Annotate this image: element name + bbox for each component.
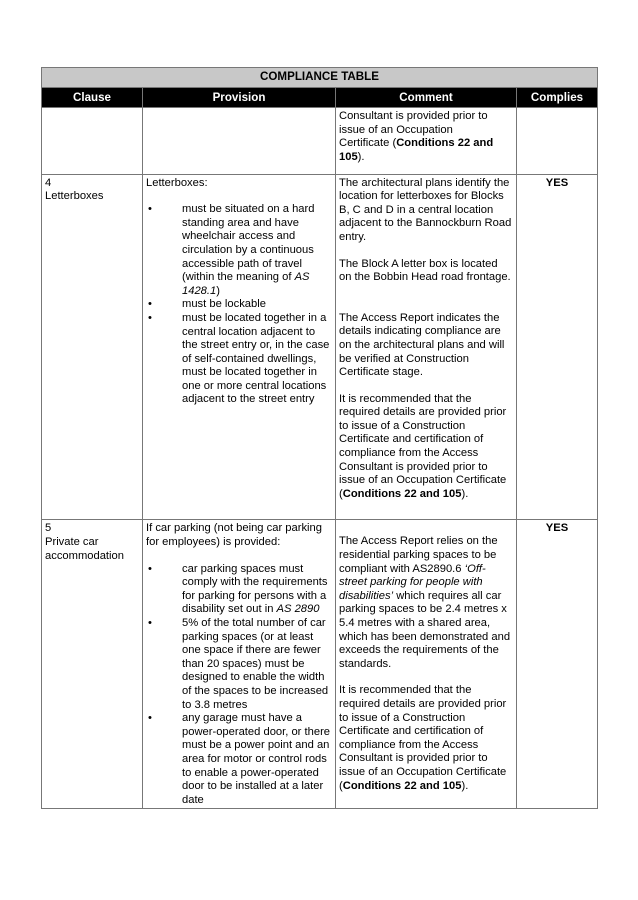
clause-number: 5 — [45, 522, 52, 535]
list-item — [146, 617, 332, 712]
clause-cell — [42, 108, 143, 174]
comment-text: The Access Report relies on the residential parking spaces to be compliant with AS2890.6 — [339, 535, 498, 575]
conditions-reference: Conditions 22 and 105 — [342, 487, 462, 500]
standard-title: ‘Off-street parking for people with disabilities’ — [339, 562, 486, 602]
conditions-reference: Conditions 22 and 105 — [342, 779, 462, 792]
provision-text: 5% of the total number of car parking spaces (or at least one space if there are fewer than 20 spaces) must be designed to enable the width of the spaces to be increased to 3.8 metres — [182, 617, 329, 711]
comment-cell — [336, 108, 517, 174]
provision-text: must be lockable — [182, 298, 266, 311]
provision-intro: Letterboxes: — [146, 176, 208, 189]
comment-text: It is recommended that the required details are provided prior to issue of a Construction Certificate and certification of compliance from the Access Consultant is provided prior to issue of an Occupation Certificate ( — [339, 684, 507, 792]
conditions-reference: Conditions 22 and — [396, 137, 494, 150]
provision-text: must be situated on a hard standing area and have wheelchair access and circulation by a continuous accessible path of travel (within the meaning of — [182, 203, 315, 284]
standard-reference: AS 1428.1 — [182, 271, 310, 297]
complies-cell: YES — [517, 520, 598, 809]
comment-text: ). — [461, 779, 469, 792]
clause-cell — [42, 520, 143, 809]
complies-cell — [517, 108, 598, 174]
comment-text: Certificate ( — [339, 137, 397, 150]
bullet-icon: • — [148, 311, 152, 324]
comment-cell — [336, 520, 517, 809]
comment-paragraph: The Access Report indicates the details indicating compliance are on the architectural plans and will be verified at Construction Certificate stage. — [339, 311, 505, 379]
provision-cell — [143, 174, 336, 520]
comment-paragraph — [339, 535, 513, 671]
bullet-icon: • — [148, 203, 152, 216]
comment-text: It is recommended that the required details are provided prior to issue of a Construction Certificate and certification of compliance from the Access Consultant is provided prior to issue of an Occupation Certificate ( — [339, 392, 507, 500]
bullet-icon: • — [148, 712, 152, 725]
provision-list — [146, 203, 332, 407]
column-header-complies: Complies — [517, 87, 598, 108]
bullet-icon: • — [148, 617, 152, 629]
comment-text: ). — [357, 150, 365, 163]
provision-text: car parking spaces must comply with the requirements for parking for persons with a disability set out in — [182, 562, 328, 616]
header-row — [42, 87, 598, 108]
comment-paragraph: The Block A letter box is located on the Bobbin Head road frontage. — [339, 257, 511, 284]
table-row — [42, 174, 598, 520]
provision-text: ) — [216, 284, 220, 297]
list-item — [146, 563, 332, 617]
provision-text: must be located together in a central location adjacent to the street entry or, in the case of self-contained dwellings, must be located together in one or more central locations adjacent to the street entry — [182, 311, 330, 406]
table-title: COMPLIANCE TABLE — [42, 68, 598, 88]
clause-name: Letterboxes — [45, 190, 104, 203]
provision-cell — [143, 520, 336, 809]
provision-intro: If car parking (not being car parking for employees) is provided: — [146, 522, 322, 549]
table-row — [42, 520, 598, 809]
provision-list — [146, 563, 332, 808]
clause-name: Private car accommodation — [45, 536, 124, 562]
standard-reference: AS 2890 — [276, 603, 320, 616]
clause-cell — [42, 174, 143, 520]
provision-cell — [143, 108, 336, 174]
list-item — [146, 312, 332, 407]
column-header-provision: Provision — [143, 87, 336, 108]
column-header-comment: Comment — [336, 87, 517, 108]
comment-text: Consultant is provided prior to — [339, 110, 488, 123]
comment-text: issue of an Occupation — [339, 123, 453, 136]
list-item — [146, 298, 332, 312]
clause-number: 4 — [45, 176, 52, 189]
compliance-table — [41, 67, 598, 809]
provision-text: any garage must have a power-operated door, or there must be a power point and an area for motor or control rods to enable a power-operated door to be installed at a later date — [182, 712, 331, 806]
comment-text: ). — [461, 487, 469, 500]
comment-paragraph — [339, 393, 513, 502]
comment-text: which requires all car parking spaces to be 2.4 metres x 5.4 metres with a shared area, which has been demonstrated and exceeds the requirements of the standards. — [339, 589, 511, 670]
list-item — [146, 203, 332, 298]
table-row — [42, 108, 598, 174]
complies-cell: YES — [517, 174, 598, 520]
conditions-reference: 105 — [339, 150, 358, 163]
comment-cell — [336, 174, 517, 520]
comment-paragraph: The architectural plans identify the location for letterboxes for Blocks B, C and D in a central location adjacent to the Bannockburn Road entry. — [339, 176, 512, 243]
comment-paragraph — [339, 684, 513, 793]
bullet-icon: • — [148, 562, 152, 575]
list-item — [146, 712, 332, 807]
bullet-icon: • — [148, 298, 152, 311]
column-header-clause: Clause — [42, 87, 143, 108]
